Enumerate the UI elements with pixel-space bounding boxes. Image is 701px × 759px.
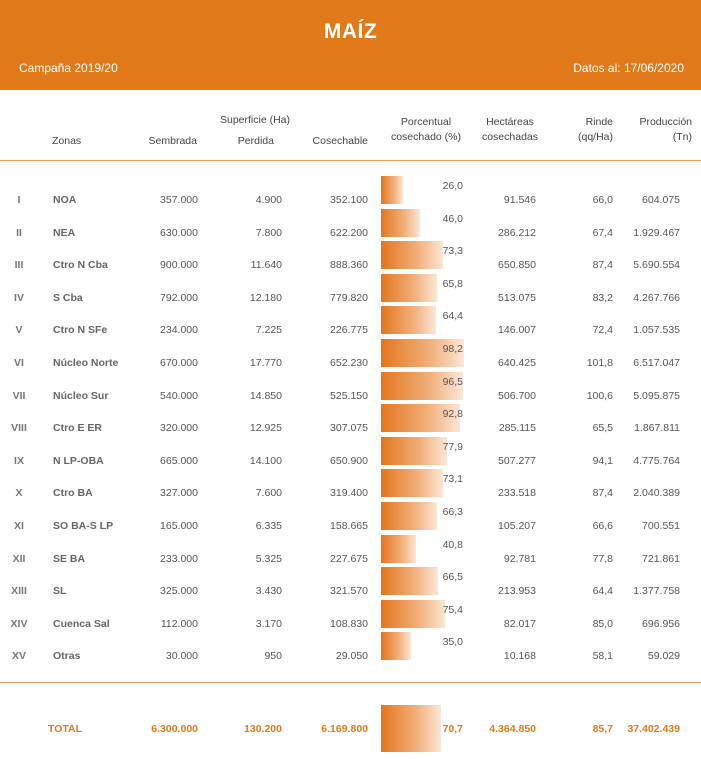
col-header-cosechable: Cosechable bbox=[312, 135, 368, 147]
row-zona: Ctro BA bbox=[53, 487, 93, 500]
row-sembrada: 234.000 bbox=[160, 324, 198, 337]
row-produccion: 1.929.467 bbox=[633, 226, 680, 239]
row-cosechable: 158.665 bbox=[330, 520, 368, 532]
total-hectareas: 4.364.850 bbox=[489, 723, 536, 735]
row-zona: Núcleo Sur bbox=[53, 389, 109, 402]
row-hectareas: 286.212 bbox=[498, 226, 536, 239]
row-hectareas: 91.546 bbox=[503, 194, 536, 206]
row-percent: 35,0 bbox=[442, 636, 463, 649]
row-zona: SO BA-S LP bbox=[53, 520, 114, 532]
row-cosechable: 321.570 bbox=[330, 585, 368, 598]
row-percent: 66,3 bbox=[442, 506, 463, 518]
row-cosechable: 525.150 bbox=[330, 389, 368, 402]
row-perdida: 14.100 bbox=[249, 454, 282, 467]
row-rinde: 85,0 bbox=[592, 617, 613, 630]
col-header-sembrada: Sembrada bbox=[148, 135, 197, 147]
row-percent: 73,1 bbox=[442, 473, 463, 486]
col-header-hectareas-line2: cosechadas bbox=[481, 131, 539, 143]
row-produccion: 721.861 bbox=[642, 552, 680, 565]
harvest-percent-bar bbox=[381, 632, 411, 660]
row-sembrada: 112.000 bbox=[160, 617, 198, 630]
row-cosechable: 622.200 bbox=[330, 226, 368, 239]
col-header-porcentual-line1: Porcentual bbox=[400, 116, 452, 128]
row-number: XI bbox=[14, 520, 24, 532]
row-hectareas: 82.017 bbox=[503, 617, 536, 630]
col-header-perdida: Perdida bbox=[237, 135, 274, 147]
row-cosechable: 888.360 bbox=[330, 259, 368, 272]
col-header-hectareas-line1: Hectáreas bbox=[486, 116, 534, 128]
total-sembrada: 6.300.000 bbox=[151, 723, 198, 735]
row-hectareas: 507.277 bbox=[498, 454, 536, 467]
row-sembrada: 670.000 bbox=[160, 357, 198, 369]
row-cosechable: 352.100 bbox=[330, 194, 368, 206]
col-header-rinde-line1: Rinde bbox=[585, 116, 613, 128]
row-rinde: 101,8 bbox=[586, 357, 613, 369]
row-percent: 92,8 bbox=[442, 408, 463, 421]
row-percent: 73,3 bbox=[442, 245, 463, 258]
campaign-label: Campaña 2019/20 bbox=[19, 61, 118, 75]
row-sembrada: 665.000 bbox=[160, 454, 198, 467]
row-zona: Ctro E ER bbox=[53, 422, 103, 435]
row-rinde: 66,6 bbox=[592, 520, 613, 532]
row-zona: Ctro N Cba bbox=[53, 259, 108, 272]
row-produccion: 700.551 bbox=[642, 520, 680, 532]
row-percent: 64,4 bbox=[442, 310, 463, 323]
row-number: XII bbox=[12, 552, 26, 565]
row-sembrada: 630.000 bbox=[160, 226, 198, 239]
row-percent: 40,8 bbox=[442, 538, 463, 551]
row-perdida: 3.430 bbox=[255, 585, 282, 598]
row-cosechable: 307.075 bbox=[330, 422, 368, 435]
row-hectareas: 513.075 bbox=[498, 291, 536, 304]
row-sembrada: 233.000 bbox=[160, 552, 198, 565]
row-sembrada: 320.000 bbox=[160, 422, 198, 435]
row-perdida: 12.925 bbox=[249, 422, 282, 435]
row-number: XIII bbox=[11, 585, 27, 598]
harvest-percent-bar bbox=[381, 176, 403, 204]
row-sembrada: 165.000 bbox=[160, 520, 198, 532]
row-cosechable: 652.230 bbox=[330, 357, 368, 369]
col-header-zonas: Zonas bbox=[52, 135, 82, 147]
row-sembrada: 327.000 bbox=[160, 487, 198, 500]
row-hectareas: 640.425 bbox=[498, 357, 536, 369]
row-number: IV bbox=[14, 291, 24, 304]
row-sembrada: 30.000 bbox=[165, 650, 198, 663]
row-percent: 77,9 bbox=[442, 440, 463, 453]
row-produccion: 2.040.389 bbox=[633, 487, 680, 500]
row-sembrada: 325.000 bbox=[160, 585, 198, 598]
row-cosechable: 227.675 bbox=[330, 552, 368, 565]
row-hectareas: 650.850 bbox=[498, 259, 536, 272]
row-cosechable: 29.050 bbox=[335, 650, 368, 663]
row-number: III bbox=[14, 259, 24, 272]
total-perdida: 130.200 bbox=[244, 723, 282, 735]
harvest-percent-bar bbox=[381, 209, 420, 237]
row-percent: 46,0 bbox=[442, 212, 463, 225]
row-number: X bbox=[15, 487, 23, 500]
row-percent: 96,5 bbox=[442, 375, 463, 388]
row-sembrada: 900.000 bbox=[160, 259, 198, 272]
row-rinde: 100,6 bbox=[586, 389, 613, 402]
row-percent: 66,5 bbox=[442, 571, 463, 584]
row-cosechable: 779.820 bbox=[330, 291, 368, 304]
row-perdida: 12.180 bbox=[249, 291, 282, 304]
row-produccion: 6.517.047 bbox=[633, 357, 680, 369]
row-produccion: 5.690.554 bbox=[633, 259, 680, 272]
row-zona: SE BA bbox=[53, 552, 86, 565]
row-hectareas: 213.953 bbox=[498, 585, 536, 598]
row-rinde: 87,4 bbox=[592, 487, 613, 500]
row-perdida: 5.325 bbox=[255, 552, 282, 565]
row-zona: SL bbox=[53, 585, 67, 598]
total-percent: 70,7 bbox=[442, 723, 463, 735]
row-number: II bbox=[16, 226, 22, 239]
row-zona: S Cba bbox=[53, 291, 83, 304]
data-date-label: Datos al: 17/06/2020 bbox=[573, 61, 684, 75]
row-hectareas: 105.207 bbox=[498, 520, 536, 532]
row-produccion: 696.956 bbox=[642, 617, 680, 630]
row-rinde: 58,1 bbox=[592, 650, 613, 663]
total-rinde: 85,7 bbox=[592, 723, 613, 735]
row-sembrada: 540.000 bbox=[160, 389, 198, 402]
row-rinde: 64,4 bbox=[592, 585, 613, 598]
row-produccion: 1.377.758 bbox=[633, 585, 680, 598]
row-zona: Ctro N SFe bbox=[53, 324, 108, 337]
row-perdida: 11.640 bbox=[250, 259, 282, 272]
row-produccion: 59.029 bbox=[647, 650, 680, 663]
row-zona: Núcleo Norte bbox=[53, 357, 119, 369]
col-header-produccion-line2: (Tn) bbox=[672, 131, 692, 143]
row-number: V bbox=[15, 324, 23, 337]
total-divider bbox=[0, 682, 701, 683]
row-number: VIII bbox=[11, 422, 27, 435]
row-perdida: 14.850 bbox=[249, 389, 282, 402]
col-header-superficie: Superficie (Ha) bbox=[219, 114, 291, 126]
row-hectareas: 10.168 bbox=[503, 650, 536, 663]
row-zona: Otras bbox=[53, 650, 81, 663]
row-hectareas: 233.518 bbox=[498, 487, 536, 500]
row-sembrada: 357.000 bbox=[160, 194, 198, 206]
row-rinde: 87,4 bbox=[592, 259, 613, 272]
row-number: I bbox=[17, 194, 21, 206]
row-perdida: 950 bbox=[264, 650, 282, 663]
row-produccion: 1.867.811 bbox=[634, 422, 680, 435]
row-perdida: 6.335 bbox=[255, 520, 282, 532]
row-perdida: 3.170 bbox=[255, 617, 282, 630]
row-produccion: 604.075 bbox=[642, 194, 680, 206]
row-percent: 65,8 bbox=[442, 277, 463, 290]
row-rinde: 94,1 bbox=[592, 454, 613, 467]
row-number: VII bbox=[12, 389, 26, 402]
total-label: TOTAL bbox=[48, 723, 83, 735]
total-produccion: 37.402.439 bbox=[627, 723, 680, 735]
row-rinde: 67,4 bbox=[592, 226, 613, 239]
row-produccion: 4.775.764 bbox=[633, 454, 680, 467]
row-zona: N LP-OBA bbox=[53, 454, 104, 467]
row-hectareas: 285.115 bbox=[498, 422, 536, 435]
row-number: VI bbox=[14, 357, 24, 369]
row-zona: Cuenca Sal bbox=[53, 617, 110, 630]
row-cosechable: 226.775 bbox=[330, 324, 368, 337]
row-hectareas: 92.781 bbox=[503, 552, 536, 565]
row-sembrada: 792.000 bbox=[160, 291, 198, 304]
row-rinde: 72,4 bbox=[592, 324, 613, 337]
row-percent: 98,2 bbox=[442, 343, 463, 355]
row-rinde: 83,2 bbox=[592, 291, 613, 304]
page-title: MAÍZ bbox=[323, 20, 378, 43]
row-rinde: 77,8 bbox=[592, 552, 613, 565]
col-header-produccion-line1: Producción bbox=[639, 116, 692, 128]
row-number: IX bbox=[14, 454, 24, 467]
row-produccion: 5.095.875 bbox=[633, 389, 680, 402]
total-cosechable: 6.169.800 bbox=[321, 723, 368, 735]
col-header-porcentual-line2: cosechado (%) bbox=[390, 131, 462, 143]
row-zona: NOA bbox=[53, 194, 77, 206]
row-perdida: 7.225 bbox=[255, 324, 282, 337]
row-rinde: 66,0 bbox=[592, 194, 613, 206]
col-header-rinde-line2: (qq/Ha) bbox=[577, 131, 613, 143]
row-cosechable: 650.900 bbox=[330, 454, 368, 467]
row-cosechable: 319.400 bbox=[330, 487, 368, 500]
header-divider bbox=[0, 160, 701, 161]
row-rinde: 65,5 bbox=[592, 422, 613, 435]
row-perdida: 4.900 bbox=[255, 194, 282, 206]
row-cosechable: 108.830 bbox=[330, 617, 368, 630]
row-produccion: 1.057.535 bbox=[633, 324, 680, 337]
row-produccion: 4.267.766 bbox=[633, 291, 680, 304]
row-percent: 26,0 bbox=[442, 180, 463, 192]
row-number: XIV bbox=[10, 617, 28, 630]
row-number: XV bbox=[11, 650, 26, 663]
harvest-percent-bar bbox=[381, 535, 416, 563]
row-perdida: 7.600 bbox=[255, 487, 282, 500]
row-hectareas: 146.007 bbox=[498, 324, 536, 337]
row-hectareas: 506.700 bbox=[498, 389, 536, 402]
row-percent: 75,4 bbox=[442, 603, 463, 616]
header-banner bbox=[0, 0, 701, 90]
row-perdida: 17.770 bbox=[249, 357, 282, 369]
row-perdida: 7.800 bbox=[255, 226, 282, 239]
row-zona: NEA bbox=[53, 226, 76, 239]
